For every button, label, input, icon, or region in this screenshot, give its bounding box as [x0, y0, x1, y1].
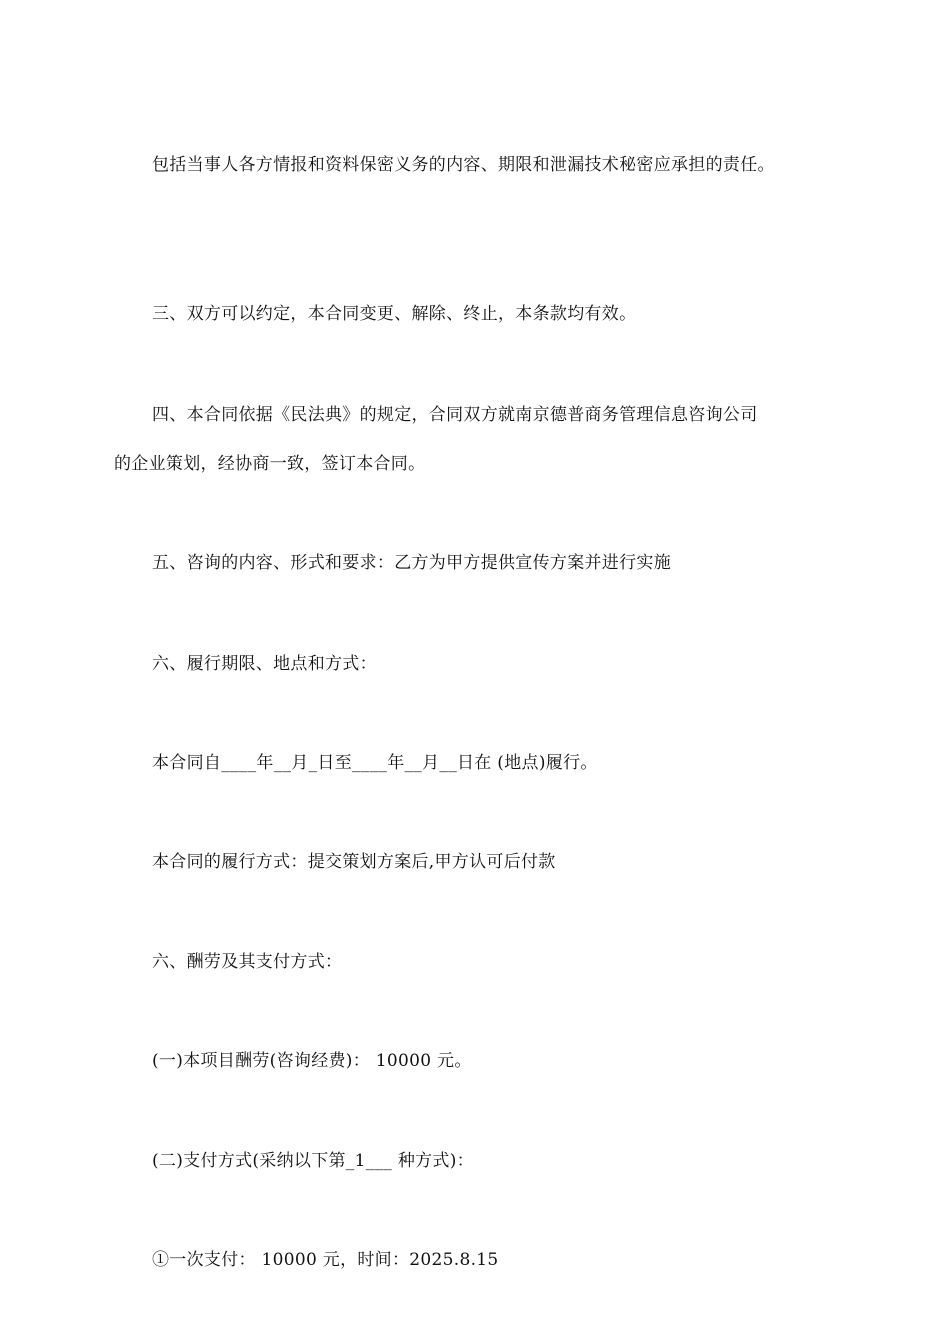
paragraph-clause-3: 三、双方可以约定，本合同变更、解除、终止，本条款均有效。: [152, 304, 637, 324]
paragraph-remuneration-heading: 六、酬劳及其支付方式：: [152, 952, 343, 972]
paragraph-term-dates: 本合同自____年__月_日至____年__月__日在 (地点)履行。: [152, 753, 598, 773]
paragraph-payment-method: (二)支付方式(采纳以下第_1___ 种方式)：: [152, 1151, 474, 1171]
paragraph-remuneration-amount: (一)本项目酬劳(咨询经费)： 10000 元。: [152, 1051, 472, 1071]
paragraph-clause-4: 四、本合同依据《民法典》的规定，合同双方就南京德普商务管理信息咨询公司: [152, 405, 758, 425]
paragraph-single-payment: ①一次支付： 10000 元，时间：2025.8.15: [152, 1250, 499, 1270]
paragraph-clause-4-continued: 的企业策划，经协商一致，签订本合同。: [114, 454, 426, 474]
paragraph-clause-6-heading: 六、履行期限、地点和方式：: [152, 654, 377, 674]
paragraph-confidentiality: 包括当事人各方情报和资料保密义务的内容、期限和泄漏技术秘密应承担的责任。: [152, 155, 775, 175]
paragraph-performance-method: 本合同的履行方式：提交策划方案后,甲方认可后付款: [152, 852, 556, 872]
paragraph-clause-5: 五、咨询的内容、形式和要求：乙方为甲方提供宣传方案并进行实施: [152, 553, 671, 573]
